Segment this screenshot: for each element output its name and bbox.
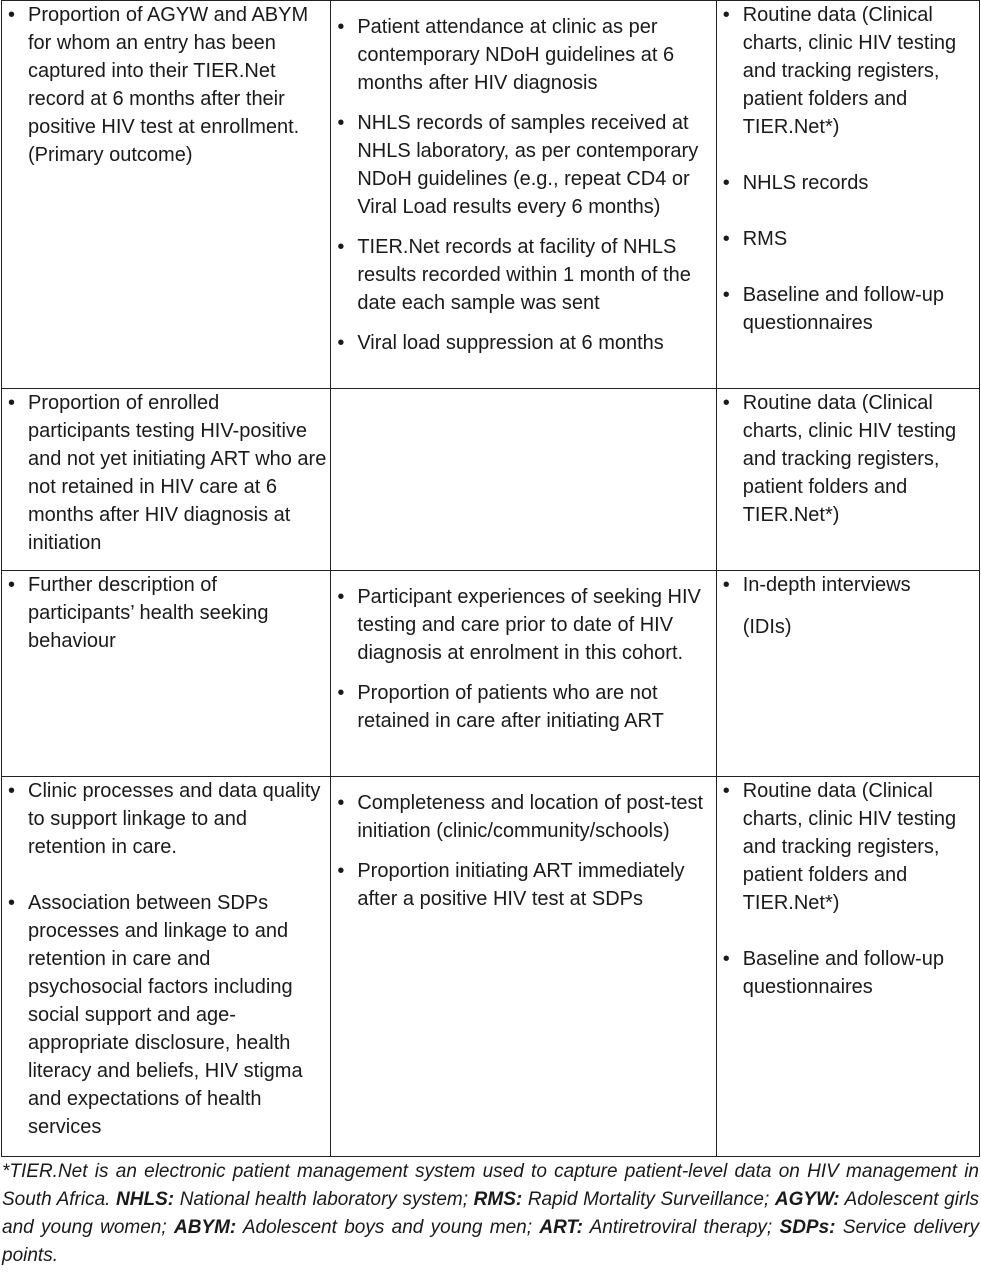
bullet-list (331, 13, 715, 357)
source-note: (IDIs) (742, 616, 792, 638)
bullet-list (717, 571, 979, 599)
list-item: • Completeness and location of post-test initiation (clinic/community/schools) (337, 792, 704, 842)
footnote-intro: *TIER.Net is an electronic patient management system used to capture patient-level data on HIV management in South Africa. (2, 1161, 979, 1210)
abbreviation-term: ART: (539, 1217, 583, 1238)
list-item: • Clinic processes and data quality to support linkage to and retention in care. (8, 780, 321, 858)
measure-cell (331, 571, 716, 777)
list-item: • Routine data (Clinical charts, clinic HIV testing and tracking registers, patient folders and TIER.Net*) (722, 392, 957, 526)
abbreviation-definition: Rapid Mortality Surveillance; (522, 1189, 775, 1210)
abbreviation-definition: National health laboratory system; (174, 1189, 474, 1210)
list-item: • Viral load suppression at 6 months (337, 332, 664, 354)
outcome-cell (2, 1, 331, 389)
abbreviation-term: RMS: (473, 1189, 523, 1210)
measure-cell (331, 389, 716, 571)
bullet-list (717, 389, 979, 529)
table-row (2, 1, 980, 389)
outcome-cell (2, 777, 331, 1157)
list-item: • Proportion of patients who are not retained in care after initiating ART (337, 682, 664, 732)
source-cell (716, 1, 979, 389)
abbreviation-definition: Adolescent girls and young women; (2, 1189, 980, 1238)
bullet-list (331, 789, 715, 913)
list-item: • Participant experiences of seeking HIV testing and care prior to date of HIV diagnosis at enrolment in this cohort. (337, 586, 701, 664)
list-item: • Baseline and follow-up questionnaires (722, 948, 944, 998)
list-item: • Routine data (Clinical charts, clinic HIV testing and tracking registers, patient folders and TIER.Net*) (722, 4, 957, 138)
bullet-list (2, 389, 330, 557)
bullet-list (717, 777, 979, 1001)
list-item: • Proportion initiating ART immediately after a positive HIV test at SDPs (337, 860, 685, 910)
list-item: • NHLS records of samples received at NHLS laboratory, as per contemporary NDoH guidelines (e.g., repeat CD4 or Viral Load results every 6 months) (337, 112, 699, 218)
abbreviation-definition: Antiretroviral therapy; (582, 1217, 780, 1238)
list-item: • Proportion of enrolled participants testing HIV-positive and not yet initiating ART who are not retained in HIV care at 6 months after HIV diagnosis at initiation (8, 392, 327, 554)
bullet-list (2, 1, 330, 169)
bullet-list (331, 583, 715, 735)
list-item: • NHLS records (722, 172, 869, 194)
list-item: • Patient attendance at clinic as per contemporary NDoH guidelines at 6 months after HIV diagnosis (337, 16, 675, 94)
abbreviation-term: AGYW: (774, 1189, 840, 1210)
table-row (2, 389, 980, 571)
bullet-list (717, 1, 979, 337)
source-cell (716, 389, 979, 571)
source-cell (716, 777, 979, 1157)
table-row (2, 571, 980, 777)
list-item: • Baseline and follow-up questionnaires (722, 284, 944, 334)
measure-cell (331, 777, 716, 1157)
bullet-list (2, 571, 330, 655)
list-item: • TIER.Net records at facility of NHLS results recorded within 1 month of the date each sample was sent (337, 236, 691, 314)
list-item: • RMS (722, 228, 788, 250)
abbreviation-definition: Adolescent boys and young men; (236, 1217, 540, 1238)
bullet-list (2, 777, 330, 1141)
list-item: • In-depth interviews (722, 574, 911, 596)
outcomes-table (1, 0, 980, 1157)
table-row (2, 777, 980, 1157)
table-body (2, 1, 980, 1157)
outcome-cell (2, 389, 331, 571)
outcome-cell (2, 571, 331, 777)
list-item: • Routine data (Clinical charts, clinic HIV testing and tracking registers, patient folders and TIER.Net*) (722, 780, 957, 914)
list-item: • Further description of participants’ health seeking behaviour (8, 574, 269, 652)
source-cell (716, 571, 979, 777)
list-item: • Association between SDPs processes and linkage to and retention in care and psychosocial factors including social support and age-appropriate disclosure, health literacy and beliefs, HIV stigma and expectations of health services (8, 892, 303, 1138)
table-footnote (2, 1158, 979, 1270)
abbreviation-definition: Service delivery points. (2, 1217, 979, 1266)
list-item: • Proportion of AGYW and ABYM for whom an entry has been captured into their TIER.Net record at 6 months after their positive HIV test at enrollment. (Primary outcome) (8, 4, 309, 166)
measure-cell (331, 1, 716, 389)
abbreviation-term: NHLS: (116, 1189, 175, 1210)
abbreviation-term: SDPs: (779, 1217, 836, 1238)
abbreviation-term: ABYM: (173, 1217, 237, 1238)
